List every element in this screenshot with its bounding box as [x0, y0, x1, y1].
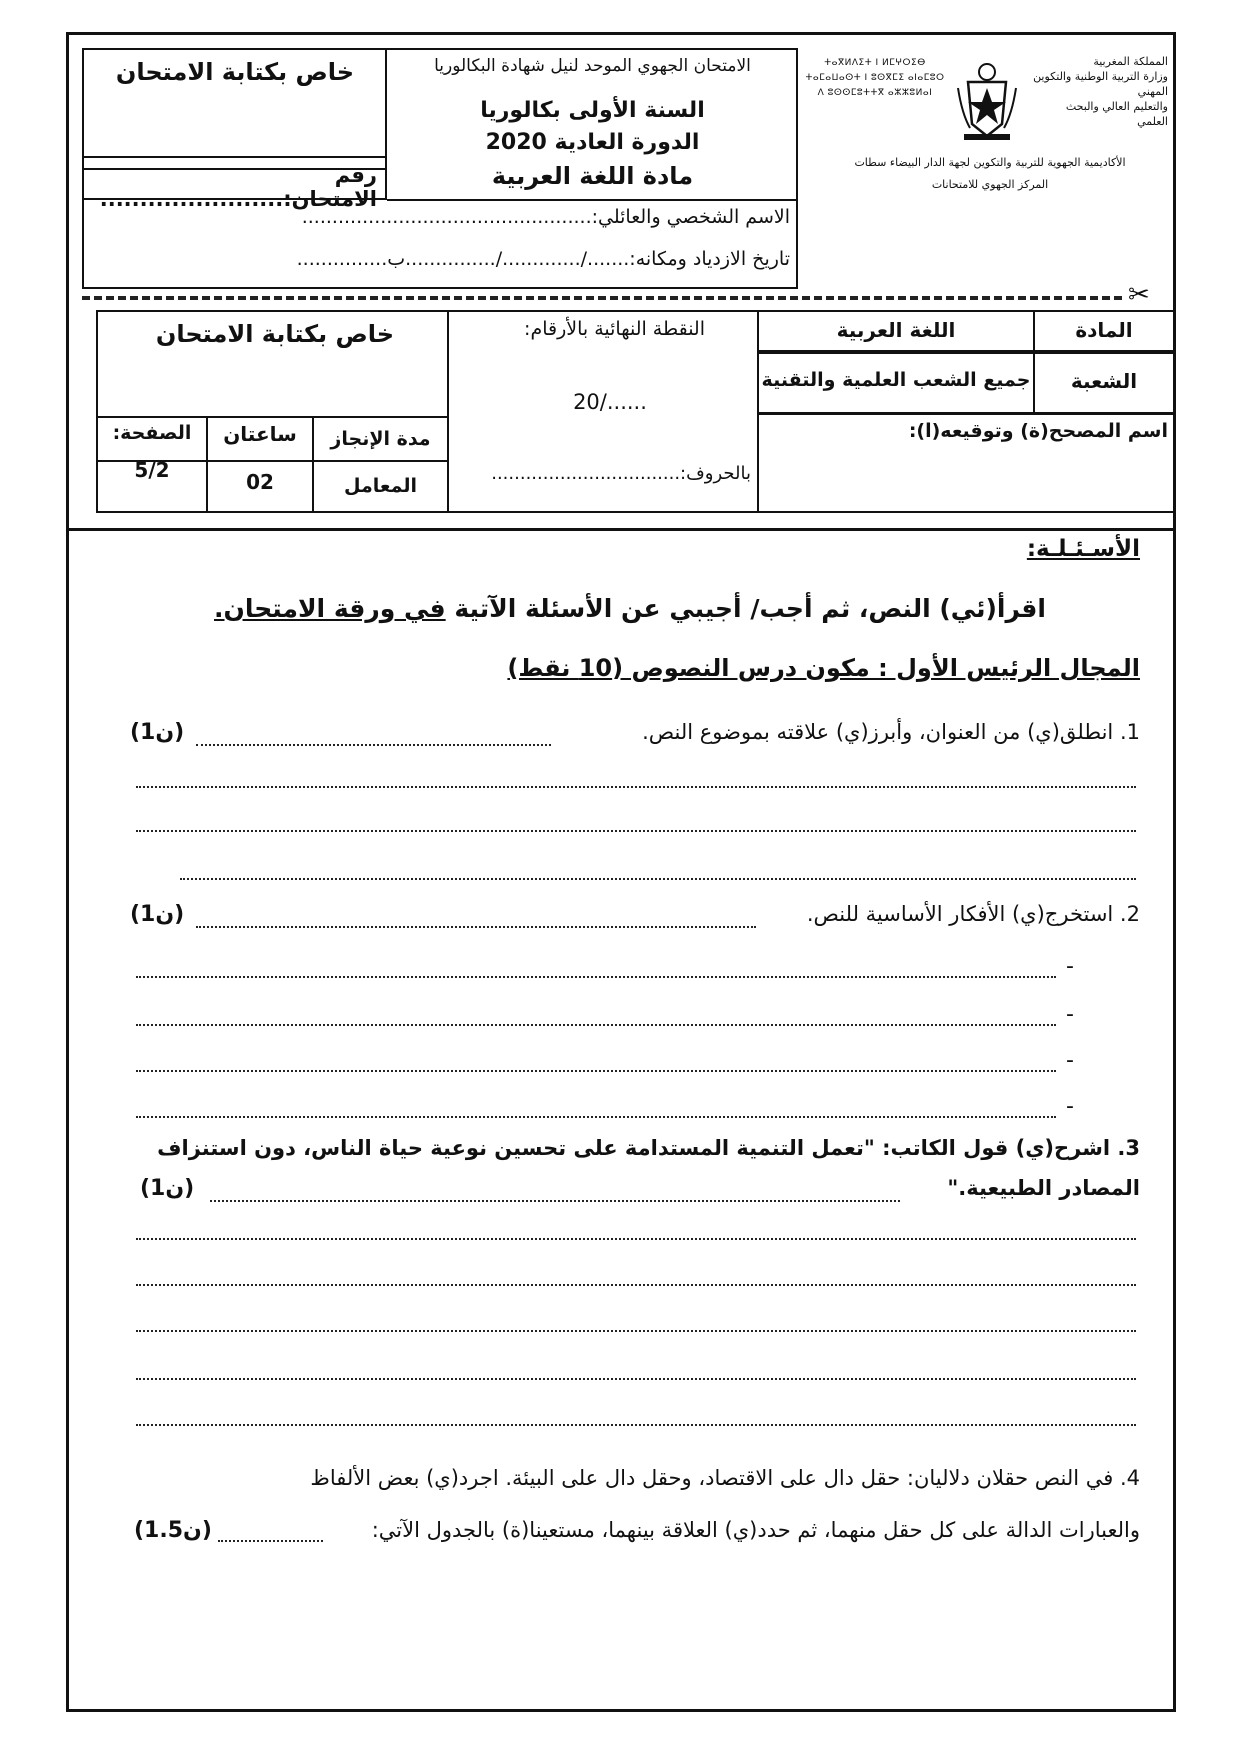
branch-label: الشعبة — [1070, 369, 1138, 393]
q1-leader — [196, 744, 551, 746]
answer-line — [136, 1116, 1056, 1118]
academy-text: الأكاديمية الجهوية للتربية والتكوين لجهة الدار البيضاء سطات المركز الجهوي للامتحانات — [854, 156, 1126, 191]
answer-line — [180, 878, 1136, 880]
coat-of-arms-logo — [956, 58, 1018, 142]
question-1: 1. انطلق(ي) من العنوان، وأبرز(ي) علاقته بموضوع النص. — [642, 720, 1140, 744]
header-left-border — [82, 48, 84, 288]
page-value: 5/2 — [134, 458, 170, 482]
answer-line — [136, 1070, 1056, 1072]
branch-value: جميع الشعب العلمية والتقنية — [761, 369, 1031, 391]
page-label: الصفحة: — [112, 422, 192, 444]
admin-box-title: خاص بكتابة الامتحان — [115, 58, 355, 86]
header-top-border — [82, 48, 798, 50]
question-3-line1: 3. اشرح(ي) قول الكاتب: "تعمل التنمية المستدامة على تحسين نوعية حياة الناس، دون استنزاف — [157, 1136, 1140, 1160]
q4-leader — [218, 1540, 323, 1542]
corrector-label: اسم المصحح(ة) وتوقيعه(ا): — [908, 420, 1168, 442]
tifinagh-text: ⵜⴰⴳⵍⴷⵉⵜ ⵏ ⵍⵎⵖⵔⵉⴱ ⵜⴰⵎⴰⵡⴰⵙⵜ ⵏ ⵓⵙⴳⵎⵉ ⴰⵏⴰⵎⵓⵔ ⴷ ⵓⵙⵙⵎⵓⵜⵜⴳ ⴰⵣⵣⵓⵍⴰⵏ — [805, 58, 945, 98]
question-2: 2. استخرج(ي) الأفكار الأساسية للنص. — [806, 902, 1140, 926]
admin-grid-top — [96, 416, 449, 418]
subject-label: المادة — [1075, 318, 1133, 342]
exam-title-4: مادة اللغة العربية — [491, 162, 694, 190]
name-field: الاسم الشخصي والعائلي:................................................ — [301, 206, 790, 228]
answer-line — [136, 1330, 1136, 1332]
questions-heading: الأسـئـلـة: — [1026, 536, 1140, 562]
instruction: اقرأ(ئي) النص، ثم أجب/ أجيبي عن الأسئلة الآتية في ورقة الامتحان. — [214, 594, 1046, 623]
q1-score: (1ن) — [130, 720, 185, 745]
admin-table-title: خاص بكتابة الامتحان — [155, 320, 395, 348]
exam-title-2: السنة الأولى بكالوريا — [480, 98, 705, 123]
final-grade-label: النقطة النهائية بالأرقام: — [524, 318, 705, 340]
duration-label: مدة الإنجاز — [330, 428, 431, 450]
question-3-line2: المصادر الطبيعية." — [947, 1176, 1140, 1200]
question-4-line1: 4. في النص حقلان دلاليان: حقل دال على الاقتصاد، وحقل دال على البيئة. اجرد(ي) بعض الألفاظ — [310, 1466, 1140, 1490]
scissors-icon: ✂ — [1128, 280, 1150, 310]
exam-title-1: الامتحان الجهوي الموحد لنيل شهادة البكالوريا — [434, 56, 751, 76]
section-title: المجال الرئيس الأول : مكون درس النصوص (10 نقط) — [507, 654, 1140, 682]
bullet-dash: - — [1066, 1094, 1074, 1119]
q4-score: (1.5ن) — [134, 1518, 212, 1543]
answer-line — [136, 976, 1056, 978]
bullet-dash: - — [1066, 1002, 1074, 1027]
cut-line — [82, 296, 1122, 300]
q3-leader — [210, 1200, 900, 1202]
coef-value: 02 — [246, 470, 274, 494]
q2-score: (1ن) — [130, 902, 185, 927]
answer-line — [136, 1424, 1136, 1426]
header-bottom-border — [82, 287, 798, 289]
answer-line — [136, 786, 1136, 788]
page-frame — [66, 32, 1176, 1712]
grade-words-label: بالحروف:................................. — [491, 463, 751, 484]
subject-value: اللغة العربية — [836, 318, 956, 342]
birth-field: تاريخ الازدياد ومكانه:......./............./...............ب............... — [296, 248, 790, 270]
ministry-text: المملكة المغربية وزارة التربية الوطنية والتكوين المهني والتعليم العالي والبحث العلمي — [1033, 55, 1168, 128]
question-4-line2: والعبارات الدالة على كل حقل منهما، ثم حدد(ي) العلاقة بينهما، مستعينا(ة) بالجدول الآتي: — [371, 1518, 1140, 1542]
answer-line — [136, 1024, 1056, 1026]
answer-line — [136, 830, 1136, 832]
bullet-dash: - — [1066, 954, 1074, 979]
exam-number-label: رقم الامتحان:....................... — [99, 163, 377, 211]
duration-value: ساعتان — [223, 422, 297, 446]
answer-line — [136, 1284, 1136, 1286]
bullet-dash: - — [1066, 1048, 1074, 1073]
coef-label: المعامل — [344, 475, 417, 497]
q2-leader — [196, 926, 756, 928]
grade-value: 20/...... — [573, 390, 647, 414]
answer-line — [136, 1238, 1136, 1240]
header-divider — [387, 199, 797, 201]
exam-title-3: الدورة العادية 2020 — [485, 130, 700, 155]
info-table-bottom — [66, 528, 1176, 531]
header-right-border — [796, 48, 798, 288]
q3-score: (1ن) — [140, 1176, 195, 1201]
answer-line — [136, 1378, 1136, 1380]
